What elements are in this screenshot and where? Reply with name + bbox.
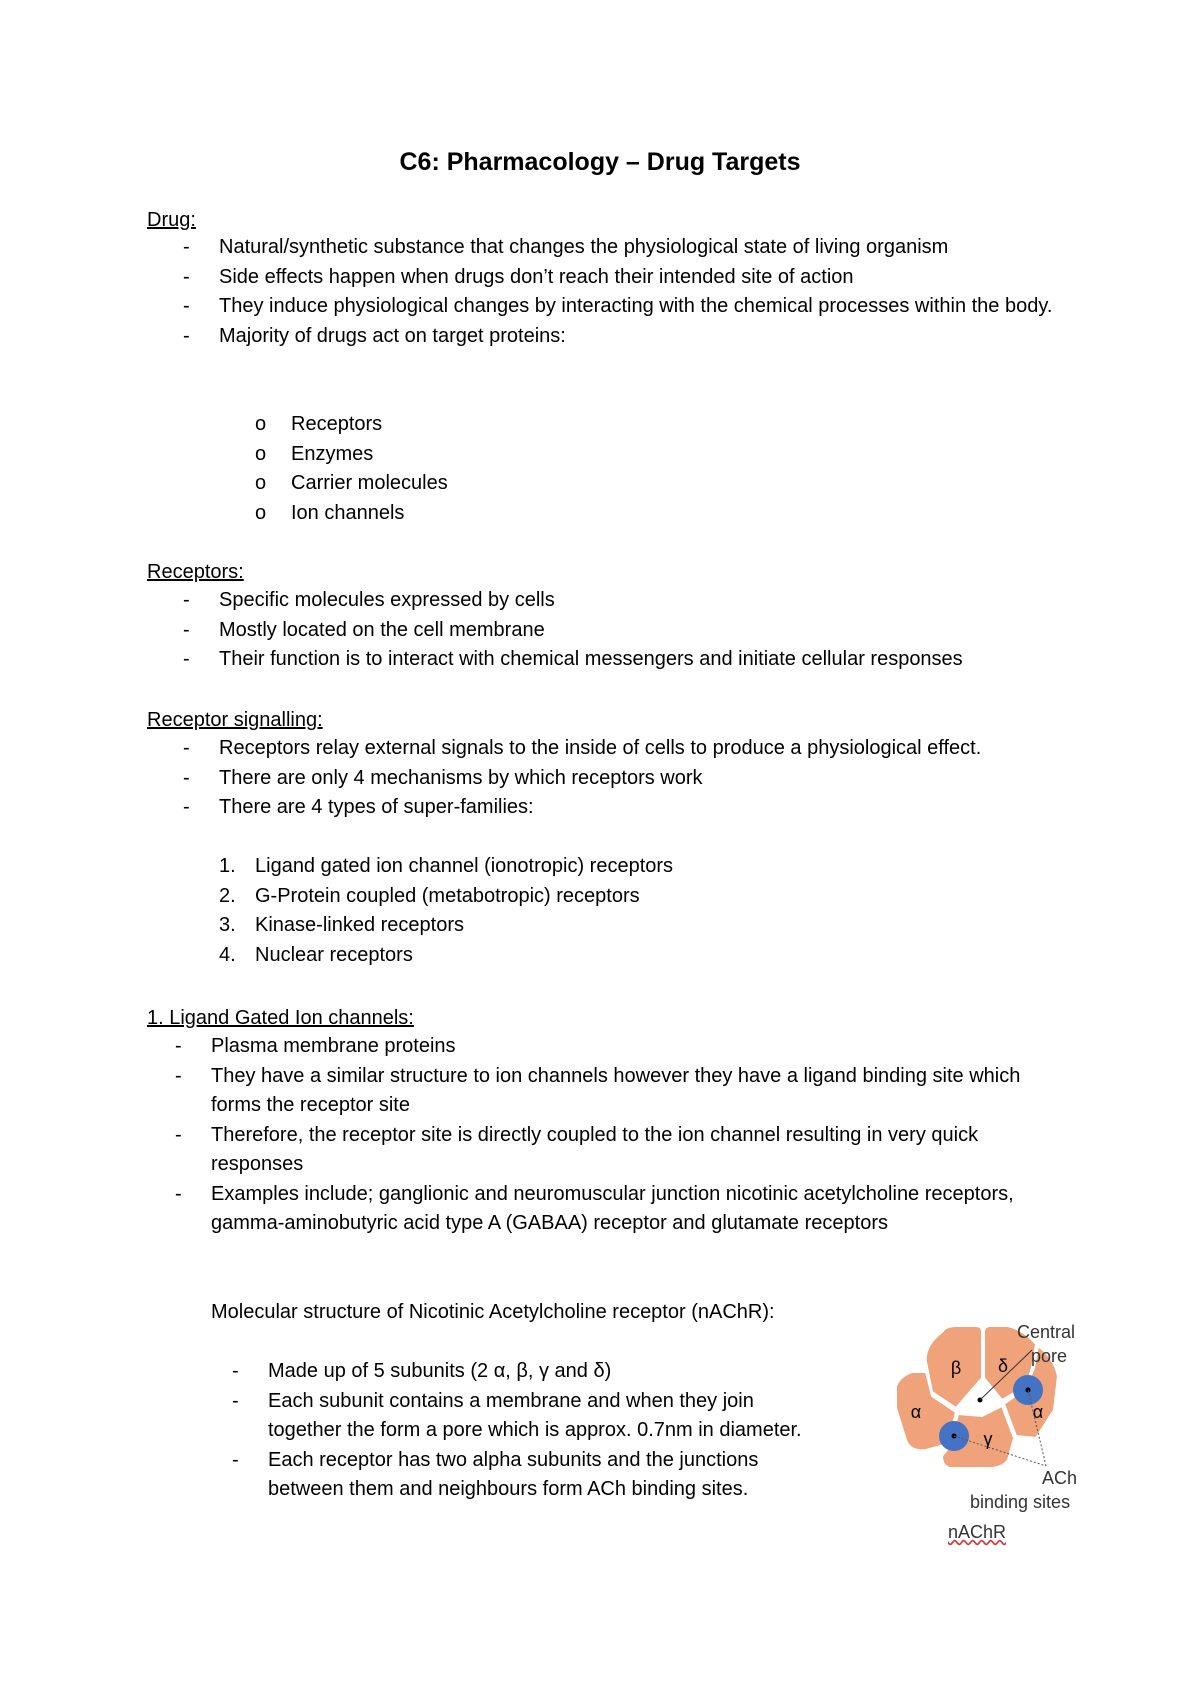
label-beta: β bbox=[950, 1358, 962, 1378]
label-gamma: γ bbox=[983, 1429, 993, 1449]
dash-marker: - bbox=[232, 1360, 239, 1382]
list-item: - Receptors relay external signals to the inside of cells to produce a physiological effect. bbox=[183, 734, 1013, 764]
dash-marker: - bbox=[183, 618, 190, 641]
dash-marker: - bbox=[175, 1182, 182, 1205]
drug-sublist bbox=[255, 410, 655, 528]
list-item: o Ion channels bbox=[255, 499, 655, 529]
list-item: - There are 4 types of super-families: bbox=[183, 793, 1013, 823]
signalling-heading: Receptor signalling: bbox=[147, 709, 323, 731]
dash-marker: - bbox=[175, 1123, 182, 1146]
signalling-list bbox=[183, 734, 1013, 823]
list-item: - Therefore, the receptor site is directly coupled to the ion channel resulting in very quick responses bbox=[175, 1121, 1075, 1180]
dash-marker: - bbox=[232, 1448, 239, 1471]
receptors-list bbox=[183, 586, 1083, 675]
dash-marker: - bbox=[183, 236, 190, 258]
label-delta: δ bbox=[997, 1356, 1009, 1376]
list-item: - Majority of drugs act on target proteins: bbox=[183, 322, 1063, 352]
dash-marker: - bbox=[175, 1064, 182, 1087]
list-item: 1. Ligand gated ion channel (ionotropic) receptors bbox=[219, 855, 674, 877]
central-pore-label: Central pore bbox=[1017, 1322, 1076, 1366]
list-item: - They induce physiological changes by interacting with the chemical processes within the body. bbox=[183, 292, 1063, 322]
page-title: C6: Pharmacology – Drug Targets bbox=[399, 148, 801, 176]
list-item: - Each subunit contains a membrane and when they join together the form a pore which is approx. 0.7nm in diameter. bbox=[232, 1387, 832, 1446]
lgic-list bbox=[175, 1032, 1075, 1239]
dash-marker: - bbox=[183, 295, 190, 317]
list-item: - Mostly located on the cell membrane bbox=[183, 616, 1083, 646]
list-item: - They have a similar structure to ion channels however they have a ligand binding site which forms the receptor site bbox=[175, 1062, 1075, 1121]
ach-binding-sites-label: ACh binding sites bbox=[970, 1468, 1078, 1512]
list-item: - Their function is to interact with chemical messengers and initiate cellular responses bbox=[183, 645, 1083, 675]
label-alpha-left: α bbox=[910, 1402, 922, 1422]
drug-list bbox=[183, 233, 1063, 351]
dash-marker: - bbox=[183, 589, 190, 611]
circle-marker: o bbox=[255, 413, 267, 435]
receptors-heading: Receptors: bbox=[147, 561, 244, 583]
dash-marker: - bbox=[183, 324, 190, 347]
list-item: - Examples include; ganglionic and neuromuscular junction nicotinic acetylcholine receptors, gamma-aminobutyric acid type A (GABAA) receptor and glutamate receptors bbox=[175, 1180, 1075, 1239]
nachr-intro: Molecular structure of Nicotinic Acetylcholine receptor (nAChR): bbox=[211, 1301, 775, 1323]
dash-marker: - bbox=[183, 648, 190, 670]
dash-marker: - bbox=[175, 1035, 182, 1057]
list-item: 2. G-Protein coupled (metabotropic) receptors bbox=[219, 884, 640, 907]
list-item: 3. Kinase-linked receptors bbox=[219, 914, 464, 936]
list-item: o Receptors bbox=[255, 410, 655, 440]
list-item: - Specific molecules expressed by cells bbox=[183, 586, 1083, 616]
diagram-caption: nAChR bbox=[948, 1522, 1007, 1542]
list-item: - Made up of 5 subunits (2 α, β, γ and δ) bbox=[232, 1357, 832, 1387]
list-item: o Enzymes bbox=[255, 440, 655, 470]
label-alpha-right: α bbox=[1032, 1402, 1044, 1422]
list-item: - Each receptor has two alpha subunits and the junctions between them and neighbours form ACh binding sites. bbox=[232, 1446, 832, 1505]
dash-marker: - bbox=[183, 265, 190, 288]
list-item: - Natural/synthetic substance that changes the physiological state of living organism bbox=[183, 233, 1063, 263]
dash-marker: - bbox=[183, 737, 190, 759]
dash-marker: - bbox=[232, 1389, 239, 1412]
list-item: 4. Nuclear receptors bbox=[219, 943, 413, 966]
circle-marker: o bbox=[255, 442, 267, 465]
nachr-list bbox=[232, 1357, 832, 1505]
drug-heading: Drug: bbox=[147, 209, 196, 231]
circle-marker: o bbox=[255, 472, 267, 494]
dash-marker: - bbox=[183, 796, 190, 818]
circle-marker: o bbox=[255, 501, 267, 524]
superfamily-list bbox=[219, 852, 919, 970]
list-item: - Side effects happen when drugs don’t reach their intended site of action bbox=[183, 263, 1063, 293]
dash-marker: - bbox=[183, 766, 190, 789]
list-item: o Carrier molecules bbox=[255, 469, 655, 499]
list-item: - There are only 4 mechanisms by which receptors work bbox=[183, 764, 1013, 794]
lgic-heading: 1. Ligand Gated Ion channels: bbox=[147, 1007, 414, 1029]
list-item: - Plasma membrane proteins bbox=[175, 1032, 1075, 1062]
